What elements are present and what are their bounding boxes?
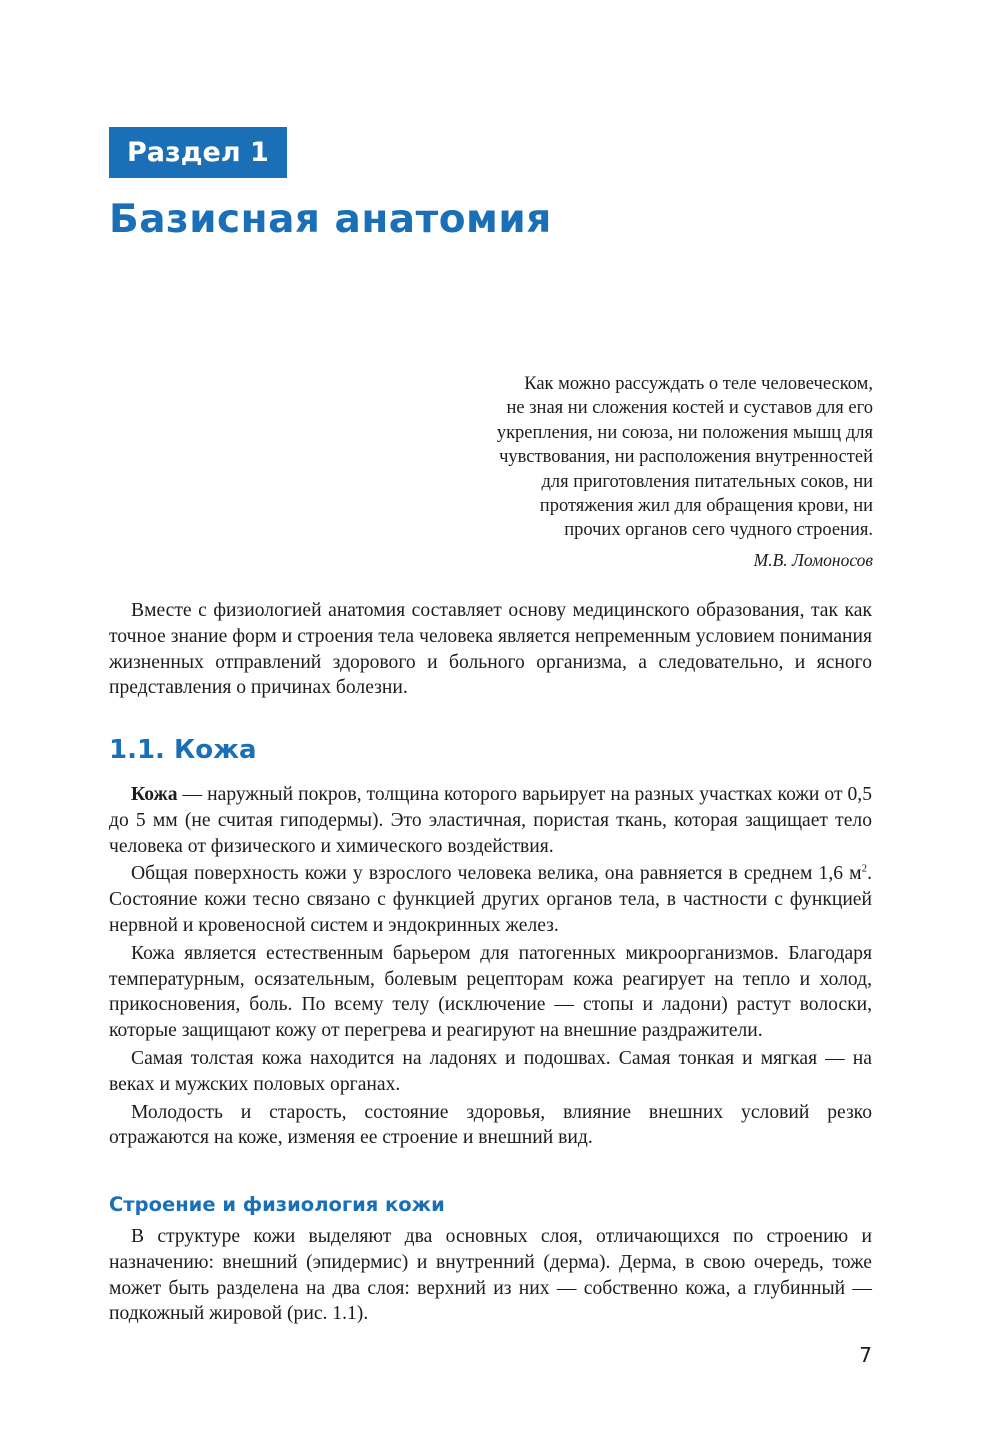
epigraph-line: для приготовления питательных соков, ни: [541, 471, 873, 492]
intro-paragraph: Вместе с физиологией анатомия составляет основу медицинского образования, так как точное знание форм и строения тела человека является непременным условием понимания жизненных отправлений здорового и больного организма, а следовательно, и ясного представления о причинах болезни.: [109, 600, 872, 699]
paragraph: Самая толстая кожа находится на ладонях и подошвах. Самая тонкая и мягкая — на веках и мужских половых органах.: [109, 1047, 872, 1095]
chapter-title: Базисная анатомия: [109, 197, 552, 242]
epigraph-line: не зная ни сложения костей и суставов для его: [506, 398, 873, 419]
structure-section-text: [109, 1224, 872, 1327]
superscript: 2: [861, 862, 868, 875]
section-badge: Раздел 1: [109, 127, 287, 178]
epigraph-line: укрепления, ни союза, ни положения мышц для: [496, 422, 873, 443]
epigraph: [403, 372, 873, 572]
epigraph-line: Как можно рассуждать о теле человеческом,: [524, 374, 873, 394]
epigraph-line: прочих органов сего чудного строения.: [564, 520, 873, 541]
paragraph-text: — наружный покров, толщина которого варьирует на разных участках кожи от 0,5 до 5 мм (не считая гиподермы). Это эластичная, пористая ткань, которая защищает тело человека от физического и химического воздействия.: [109, 784, 872, 857]
paragraph-text: . Состояние кожи тесно связано с функцией других органов тела, в частности с функцией нервной и кровеносной систем и эндокринных желез.: [109, 863, 872, 936]
paragraph: Молодость и старость, состояние здоровья, влияние внешних условий резко отражаются на коже, изменяя ее строение и внешний вид.: [109, 1101, 872, 1149]
intro-text: [109, 598, 872, 701]
epigraph-line: протяжения жил для обращения крови, ни: [539, 496, 873, 517]
paragraph: В структуре кожи выделяют два основных слоя, отличающихся по строению и назначению: внешний (эпидермис) и внутренний (дерма). Дерма, в свою очередь, тоже может быть разделена на два слоя: верхний из них — собственно кожа, а глубинный — подкожный жировой (рис. 1.1).: [109, 1226, 872, 1325]
skin-section-text: [109, 782, 872, 1151]
paragraph: Кожа является естественным барьером для патогенных микроорганизмов. Благодаря температурным, осязательным, болевым рецепторам кожа реагирует на тепло и холод, прикосновения, боль. По всему телу (исключение — стопы и ладони) растут волоски, которые защищают кожу от перегрева и реагируют на внешние раздражители.: [109, 942, 872, 1042]
epigraph-line: чувствования, ни расположения внутренностей: [499, 447, 873, 468]
page-number: 7: [859, 1343, 872, 1367]
paragraph: [109, 861, 872, 938]
subsection-heading: Строение и физиология кожи: [109, 1193, 445, 1216]
term-skin: Кожа: [131, 784, 178, 805]
epigraph-author: М.В. Ломоносов: [753, 549, 873, 570]
paragraph: [109, 782, 872, 859]
paragraph-text: Общая поверхность кожи у взрослого человека велика, она равняется в среднем 1,6 м: [131, 863, 862, 885]
section-heading-skin: 1.1. Кожа: [109, 735, 257, 765]
